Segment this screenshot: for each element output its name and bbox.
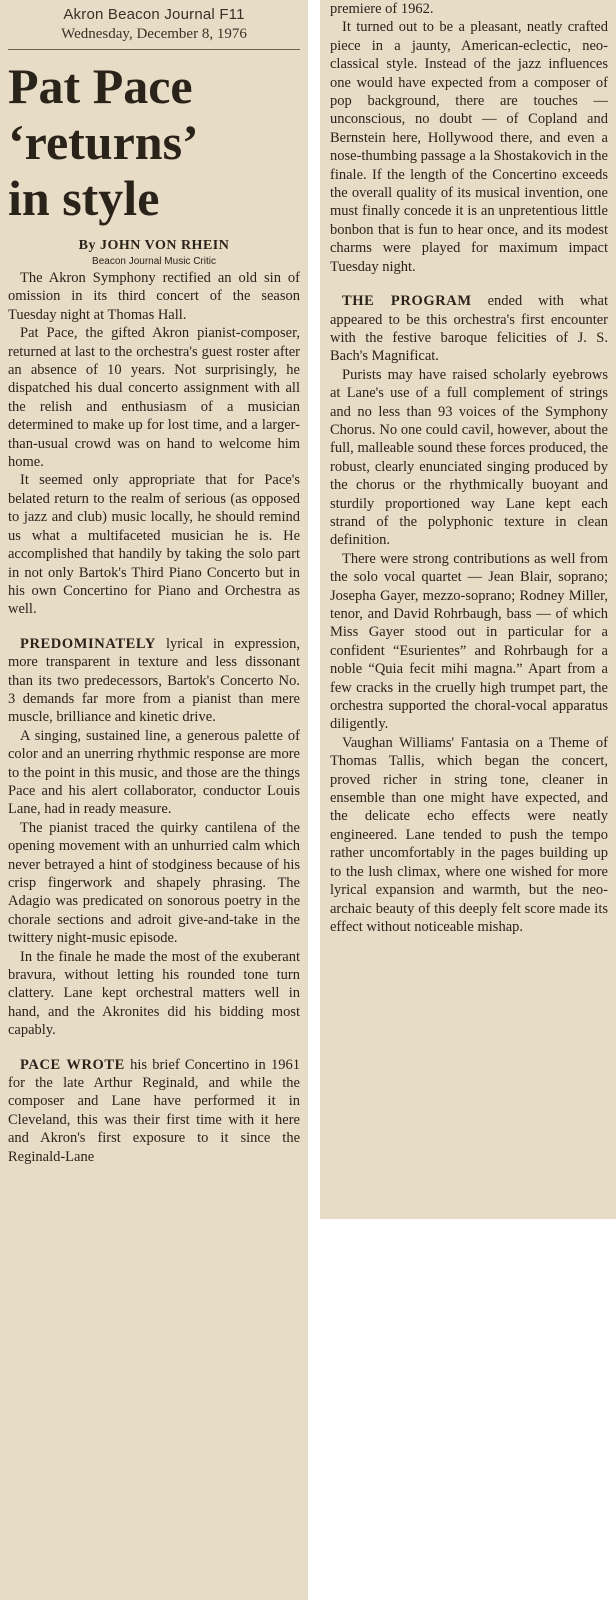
headline-line-1: Pat Pace xyxy=(8,58,193,114)
paragraph: A singing, sustained line, a generous palette of color and an unerring rhythmic response are more to the point in this music, and those are the things Pace and his alert collaborator, conductor Louis Lane, had in ready measure. xyxy=(8,727,300,818)
paragraph: premiere of 1962. xyxy=(330,1,434,17)
right-column xyxy=(320,0,616,1219)
byline-title: Beacon Journal Music Critic xyxy=(92,256,216,267)
headline xyxy=(8,58,300,226)
paragraph: The Akron Symphony rectified an old sin of omission in its third concert of the season Tuesday night at Thomas Hall. xyxy=(8,270,300,323)
paragraph: The pianist traced the quirky cantilena of the opening movement with an unhurried calm which never betrayed a hint of stodginess because of his crisp fingerwork and shapely phrasing. The Adagio was predicated on sonorous poetry in the chorale sections and adroit give-and-take in the twittery night-music episode. xyxy=(8,819,300,947)
paragraph-text: his brief Concertino in 1961 for the late Arthur Reginald, and while the composer and Lane have performed it in Cleveland, this was their first time with it here and Akron's first exposure to it since the Reginald-Lane xyxy=(8,1056,300,1165)
paragraph: It seemed only appropriate that for Pace's belated return to the realm of serious (as opposed to jazz and club) music locally, he should remind us what a multifaceted musician he is. He accomplished that handily by taking the solo part in not only Bartok's Third Piano Concerto but in his own Concertino for Piano and Orchestra as well. xyxy=(8,472,300,618)
paragraph: Pat Pace, the gifted Akron pianist-composer, returned at last to the orchestra's guest roster after an absence of 10 years. Not surprisingly, he dispatched his dual concerto assignment with all the relish and enthusiasm of a musician determined to make up for lost time, and a larger-than-usual crowd was on hand to welcome him home. xyxy=(8,325,300,471)
masthead-paper: Akron Beacon Journal xyxy=(63,6,215,23)
masthead xyxy=(8,0,300,23)
headline-line-3: in style xyxy=(8,170,160,226)
paragraph xyxy=(330,292,608,366)
paragraph xyxy=(8,635,300,727)
paragraph: In the finale he made the most of the exuberant bravura, without letting his rounded tone turn clattery. Lane kept orchestral matters well in hand, and the Akronites did his bidding most capably. xyxy=(8,948,300,1039)
section-lead: THE PROGRAM xyxy=(342,293,472,310)
paragraph-text: lyrical in expression, more transparent in texture and less dissonant than its two predecessors, Bartok's Concerto No. 3 demands far more from a pianist than mere muscle, brilliance and kinetic drive. xyxy=(8,635,300,726)
paragraph: Vaughan Williams' Fantasia on a Theme of Thomas Tallis, which began the concert, proved richer in string tone, cleaner in ensemble than one might have expected, and the delicate echo effects were neatly engineered. Lane tended to push the tempo rather uncomfortably in the pages building up to the lush climax, where one wished for more lyrical expansion and warmth, but the neo-archaic beauty of this deeply felt score made its effect without noticeable mishap. xyxy=(330,734,608,935)
section-lead: PREDOMINATELY xyxy=(20,635,156,652)
paragraph: There were strong contributions as well from the solo vocal quartet — Jean Blair, soprano; Josepha Gayer, mezzo-soprano; Rodney Miller, tenor, and David Rohrbaugh, bass — of which Miss Gayer stood out in particular for a confident “Esurientes” and Rohrbaugh for a noble “Quia fecit mihi magna.” Apart from a few cracks in the cruelly high trumpet part, the orchestra supported the choral-vocal apparatus diligently. xyxy=(330,550,608,733)
dateline: Wednesday, December 8, 1976 xyxy=(8,26,300,50)
headline-line-2: ‘returns’ xyxy=(8,114,199,170)
paragraph: Purists may have raised scholarly eyebrows at Lane's use of a full complement of strings and no less than 93 voices of the Symphony Chorus. No one could cavil, however, about the full, malleable sound these forces produced, the robust, clearly enunciated singing produced by the chorus or the rhythmically buoyant and sturdily proportioned way Lane kept each strand of the polyphonic texture in clean definition. xyxy=(330,366,608,549)
masthead-page: F11 xyxy=(219,6,245,23)
byline-author: By JOHN VON RHEIN xyxy=(78,238,230,253)
paragraph-text: ended with what appeared to be this orchestra's first encounter with the festive baroque felicities of J. S. Bach's Magnificat. xyxy=(330,293,608,365)
paragraph xyxy=(8,1056,300,1166)
paragraph: It turned out to be a pleasant, neatly crafted piece in a jaunty, American-eclectic, neo-classical style. Instead of the jazz influences one would have expected from a composer of pop background, there are touches — unconscious, no doubt — of Copland and Bernstein here, Hollywood there, and even a nose-thumbing passage a la Shostakovich in the finale. If the length of the Concertino exceeds the overall quality of its musical invention, one must finally concede it is an unpretentious little bonbon that is fun to hear once, and its modest charms were played for maximum impact Tuesday night. xyxy=(330,19,608,275)
section-lead: PACE WROTE xyxy=(20,1056,125,1073)
